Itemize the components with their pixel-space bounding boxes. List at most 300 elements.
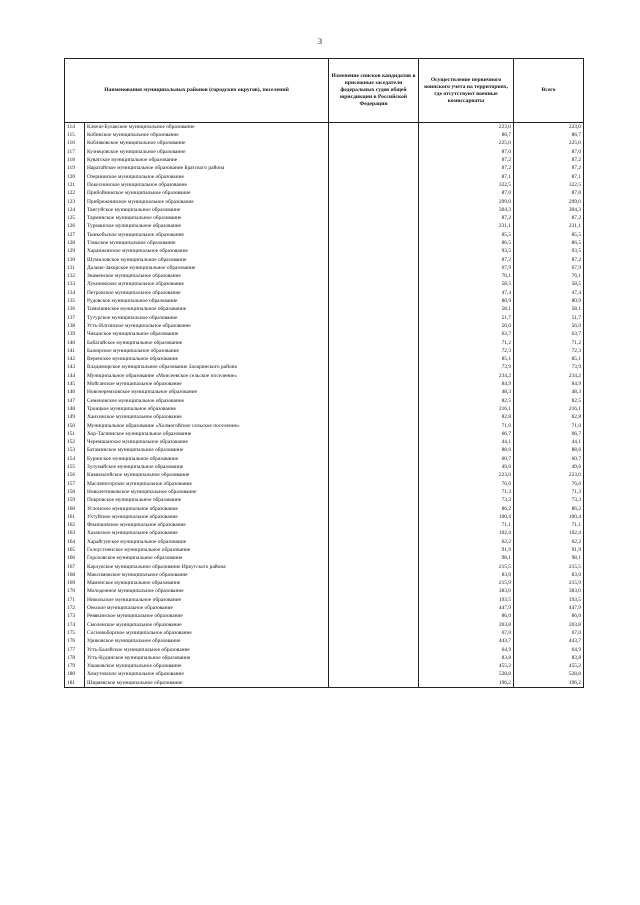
row-col3: 80,9 [419,297,514,305]
row-col3: 86,0 [419,613,514,621]
table-row [65,488,584,496]
row-total: 48,3 [514,389,584,397]
row-col2 [329,679,419,688]
row-number: 127 [65,231,85,239]
row-col2 [329,164,419,172]
row-number: 159 [65,496,85,504]
table-row [65,596,584,604]
row-number: 145 [65,380,85,388]
row-name: Услонское муниципальное образование [85,505,329,513]
row-col3: 322,5 [419,181,514,189]
row-name: Тынкобьское муниципальное образование [85,231,329,239]
row-col2 [329,206,419,214]
row-col3: 76,6 [419,480,514,488]
row-col3: 223,0 [419,123,514,132]
row-name: Гороховское муниципальное образование [85,554,329,562]
row-col2 [329,405,419,413]
header-col2: Изменение списков кандидатов в присяжные заседатели федеральных судов общей юрисдикции в Российской Федерации [329,59,419,123]
table-row [65,264,584,272]
row-total: 76,6 [514,480,584,488]
table-row [65,380,584,388]
row-col2 [329,347,419,355]
table-header-row [65,59,584,123]
row-total: 44,1 [514,438,584,446]
row-col2 [329,372,419,380]
row-total: 87,2 [514,256,584,264]
row-number: 174 [65,621,85,629]
row-col2 [329,579,419,587]
row-col2 [329,646,419,654]
table-row [65,430,584,438]
table-row [65,671,584,679]
row-col2 [329,306,419,314]
table-row [65,164,584,172]
row-col3: 91,9 [419,546,514,554]
row-col3: 88,6 [419,447,514,455]
allocation-table [64,58,584,688]
row-col3: 82,8 [419,413,514,421]
row-total: 231,1 [514,223,584,231]
row-col3: 83,0 [419,571,514,579]
row-name: Дальне-Закорское муниципальное образование [85,264,329,272]
row-col3: 71,3 [419,488,514,496]
row-col3: 67,0 [419,629,514,637]
row-number: 124 [65,206,85,214]
row-total: 72,3 [514,347,584,355]
row-name: Хазанское муниципальное образование [85,530,329,538]
table-row [65,447,584,455]
row-col3: 87,2 [419,256,514,264]
row-total: 88,6 [514,447,584,455]
row-total: 86,0 [514,613,584,621]
row-col2 [329,505,419,513]
row-col2 [329,131,419,139]
row-name: Ушаковское муниципальное образование [85,662,329,670]
table-row [65,571,584,579]
row-col3: 86,7 [419,131,514,139]
row-number: 115 [65,131,85,139]
row-name: Владимирское муниципальное образование Заларинского района [85,364,329,372]
row-col2 [329,272,419,280]
row-name: Куватское муниципальное образование [85,156,329,164]
table-row [65,355,584,363]
row-name: Семеновское муниципальное образование [85,397,329,405]
row-total: 58,5 [514,281,584,289]
row-total: 73,3 [514,496,584,504]
row-col2 [329,397,419,405]
row-number: 135 [65,297,85,305]
row-total: 91,9 [514,546,584,554]
row-col2 [329,380,419,388]
row-name: Кобинское муниципальное образование [85,131,329,139]
row-number: 125 [65,214,85,222]
row-col3: 447,9 [419,604,514,612]
row-name: Мойганское муниципальное образование [85,380,329,388]
row-col3: 73,3 [419,496,514,504]
row-total: 58,1 [514,306,584,314]
row-total: 84,9 [514,380,584,388]
row-total: 223,0 [514,123,584,132]
row-col3: 87,2 [419,164,514,172]
table-row [65,131,584,139]
row-col3: 63,7 [419,330,514,338]
row-total: 49,6 [514,463,584,471]
row-col3: 85,1 [419,355,514,363]
table-row [65,413,584,421]
row-total: 86,5 [514,239,584,247]
row-total: 225,0 [514,140,584,148]
row-col3: 193,5 [419,596,514,604]
row-number: 152 [65,438,85,446]
row-name: Бажирское муниципальное образование [85,347,329,355]
row-number: 170 [65,588,85,596]
row-total: 215,5 [514,563,584,571]
row-col3: 455,2 [419,662,514,670]
row-col3: 73,9 [419,364,514,372]
row-total: 215,9 [514,579,584,587]
row-number: 179 [65,662,85,670]
row-name: Сосновоборское муниципальное образование [85,629,329,637]
row-col3: 86,5 [419,239,514,247]
row-col3: 82,5 [419,397,514,405]
row-col3: 71,1 [419,521,514,529]
table-row [65,554,584,562]
row-name: Тарминское муниципальное образование [85,214,329,222]
table-row [65,538,584,546]
row-total: 71,3 [514,488,584,496]
row-number: 175 [65,629,85,637]
row-name: Голоустненское муниципальное образование [85,546,329,554]
row-total: 383,0 [514,588,584,596]
row-col3: 100,4 [419,513,514,521]
row-total: 62,2 [514,538,584,546]
row-number: 164 [65,538,85,546]
row-col2 [329,621,419,629]
row-name: Зулумайское муниципальное образование [85,463,329,471]
row-number: 166 [65,554,85,562]
table-row [65,471,584,479]
row-number: 141 [65,347,85,355]
table-row [65,513,584,521]
table-row [65,181,584,189]
table-row [65,364,584,372]
table-row [65,281,584,289]
row-number: 118 [65,156,85,164]
row-name: Новолетниковское муниципальное образование [85,488,329,496]
row-col3: 299,0 [419,198,514,206]
row-col2 [329,546,419,554]
row-number: 163 [65,530,85,538]
row-col2 [329,322,419,330]
row-number: 168 [65,571,85,579]
row-number: 160 [65,505,85,513]
row-number: 181 [65,679,85,688]
row-total: 60,7 [514,455,584,463]
row-name: Батаминское муниципальное образование [85,447,329,455]
row-col3: 225,0 [419,140,514,148]
row-col3: 87,0 [419,148,514,156]
row-col2 [329,173,419,181]
table-row [65,530,584,538]
table-row [65,330,584,338]
row-col2 [329,123,419,132]
row-col2 [329,455,419,463]
row-total: 71,2 [514,339,584,347]
row-name: Мамонское муниципальное образование [85,579,329,587]
row-total: 85,5 [514,231,584,239]
row-total: 87,2 [514,164,584,172]
row-name: Муниципальное образование «Моисеевское сельское поселение» [85,372,329,380]
row-total: 193,5 [514,596,584,604]
row-name: Покровское муниципальное образование [85,496,329,504]
row-col2 [329,214,419,222]
row-total: 87,2 [514,156,584,164]
table-row [65,621,584,629]
row-col2 [329,488,419,496]
row-col2 [329,181,419,189]
row-number: 126 [65,223,85,231]
row-number: 116 [65,140,85,148]
row-name: Турманское муниципальное образование [85,223,329,231]
row-col2 [329,521,419,529]
row-name: Ключи-Булакское муниципальное образование [85,123,329,132]
row-col2 [329,563,419,571]
page-number: 3 [318,37,322,46]
row-col3: 84,9 [419,380,514,388]
row-col2 [329,438,419,446]
row-col2 [329,198,419,206]
row-name: Ревякинское муниципальное образование [85,613,329,621]
row-total: 196,2 [514,679,584,688]
row-col3: 93,5 [419,247,514,255]
row-name: Максимовское муниципальное образование [85,571,329,579]
row-name: Молодежное муниципальное образование [85,588,329,596]
table-row [65,289,584,297]
row-name: Хор-Тагнинское муниципальное образование [85,430,329,438]
header-name: Наименования муниципальных районов (городских округов), поселений [65,59,329,123]
row-col2 [329,355,419,363]
row-total: 203,8 [514,621,584,629]
row-total: 82,8 [514,413,584,421]
row-name: Кобляковское муниципальное образование [85,140,329,148]
row-col2 [329,596,419,604]
row-total: 223,0 [514,471,584,479]
row-name: Наратайское муниципальное образование Братского района [85,164,329,172]
row-total: 87,0 [514,148,584,156]
row-number: 180 [65,671,85,679]
row-total: 87,2 [514,214,584,222]
table-row [65,397,584,405]
row-total: 86,7 [514,131,584,139]
table-row [65,613,584,621]
row-total: 447,9 [514,604,584,612]
row-col2 [329,662,419,670]
table-row [65,505,584,513]
row-col3: 48,3 [419,389,514,397]
row-col3: 44,1 [419,438,514,446]
row-name: Черемшанское муниципальное образование [85,438,329,446]
table-row [65,629,584,637]
row-number: 176 [65,637,85,645]
row-number: 144 [65,372,85,380]
row-name: Фиапшовское муниципальное образование [85,521,329,529]
row-col3: 231,1 [419,223,514,231]
row-col3: 71,2 [419,339,514,347]
row-total: 66,7 [514,430,584,438]
table-row [65,579,584,587]
table-row [65,140,584,148]
row-number: 136 [65,306,85,314]
row-number: 146 [65,389,85,397]
row-number: 151 [65,430,85,438]
row-col2 [329,637,419,645]
row-col2 [329,239,419,247]
row-name: Тангуйское муниципальное образование [85,206,329,214]
row-name: Уриковское муниципальное образование [85,637,329,645]
row-total: 455,2 [514,662,584,670]
row-total: 56,0 [514,322,584,330]
row-col2 [329,554,419,562]
row-number: 177 [65,646,85,654]
row-total: 82,5 [514,397,584,405]
table-row [65,306,584,314]
table-row [65,438,584,446]
row-col3: 72,3 [419,347,514,355]
row-name: Оекское муниципальное образование [85,604,329,612]
row-total: 73,9 [514,364,584,372]
row-total: 63,7 [514,330,584,338]
table-row [65,662,584,670]
row-total: 47,4 [514,289,584,297]
row-col2 [329,588,419,596]
row-number: 156 [65,471,85,479]
row-col2 [329,389,419,397]
row-number: 147 [65,397,85,405]
row-col3: 98,1 [419,554,514,562]
row-name: Харанжинское муниципальное образование [85,247,329,255]
row-col2 [329,364,419,372]
table-row [65,198,584,206]
row-name: Тэмьское муниципальное образование [85,239,329,247]
row-total: 299,0 [514,198,584,206]
row-total: 304,3 [514,206,584,214]
table-row [65,189,584,197]
row-total: 67,0 [514,629,584,637]
row-name: Лукиновское муниципальное образование [85,281,329,289]
table-row [65,239,584,247]
row-col3: 304,3 [419,206,514,214]
row-name: Масляногорское муниципальное образование [85,480,329,488]
row-number: 148 [65,405,85,413]
row-col2 [329,256,419,264]
row-col2 [329,231,419,239]
row-name: Харайгунское муниципальное образование [85,538,329,546]
table-row [65,496,584,504]
row-total: 216,1 [514,405,584,413]
row-col2 [329,447,419,455]
row-col2 [329,629,419,637]
row-col3: 87,0 [419,189,514,197]
row-col2 [329,422,419,430]
row-total: 102,4 [514,530,584,538]
row-name: Никольское муниципальное образование [85,596,329,604]
row-total: 83,0 [514,571,584,579]
row-total: 85,1 [514,355,584,363]
row-col3: 87,1 [419,173,514,181]
row-col2 [329,264,419,272]
row-number: 128 [65,239,85,247]
table-row [65,272,584,280]
row-name: Покоснинское муниципальное образование [85,181,329,189]
row-col2 [329,297,419,305]
row-name: Кузнецовское муниципальное образование [85,148,329,156]
row-total: 83,8 [514,654,584,662]
row-col3: 58,5 [419,281,514,289]
row-number: 130 [65,256,85,264]
row-col3: 216,1 [419,405,514,413]
row-number: 172 [65,604,85,612]
row-col2 [329,471,419,479]
row-total: 71,0 [514,422,584,430]
row-total: 64,9 [514,646,584,654]
table-row [65,405,584,413]
row-number: 142 [65,355,85,363]
row-number: 138 [65,322,85,330]
row-name: Усть-Илгинское муниципальное образование [85,322,329,330]
row-number: 154 [65,455,85,463]
row-name: Петровское муниципальное образование [85,289,329,297]
row-number: 150 [65,422,85,430]
table-row [65,231,584,239]
row-col2 [329,613,419,621]
row-name: Чиканское муниципальное образование [85,330,329,338]
row-number: 169 [65,579,85,587]
row-col2 [329,513,419,521]
row-col2 [329,671,419,679]
row-col2 [329,604,419,612]
row-col3: 215,5 [419,563,514,571]
header-col3: Осуществление первичного воинского учета на территориях, где отсутствуют военные комиссариаты [419,59,514,123]
row-name: Усть-Балейское муниципальное образование [85,646,329,654]
row-col2 [329,463,419,471]
row-col3: 87,2 [419,156,514,164]
row-total: 322,5 [514,181,584,189]
row-name: Усть-Кудинское муниципальное образование [85,654,329,662]
row-col2 [329,156,419,164]
table-row [65,654,584,662]
table-row [65,389,584,397]
row-col3: 223,0 [419,471,514,479]
row-col3: 443,7 [419,637,514,645]
row-col3: 203,8 [419,621,514,629]
row-col2 [329,314,419,322]
row-number: 153 [65,447,85,455]
table-row [65,223,584,231]
table-row [65,314,584,322]
row-col3: 66,7 [419,430,514,438]
table-row [65,422,584,430]
row-total: 234,2 [514,372,584,380]
table-row [65,646,584,654]
header-total: Всего [514,59,584,123]
row-col3: 60,7 [419,455,514,463]
table-row [65,173,584,181]
row-col3: 196,2 [419,679,514,688]
row-col3: 64,9 [419,646,514,654]
row-name: Ухтуйское муниципальное образование [85,513,329,521]
row-col2 [329,339,419,347]
row-number: 131 [65,264,85,272]
